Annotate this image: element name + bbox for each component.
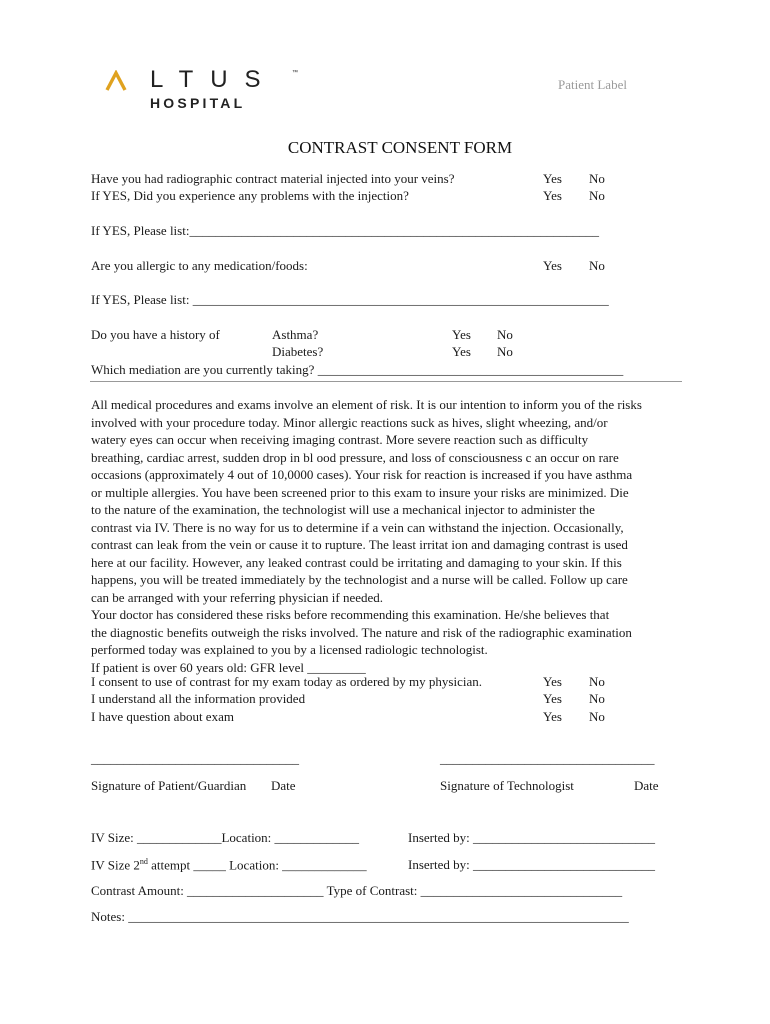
problems-list-field[interactable]: If YES, Please list:_______________________________________________________________	[91, 223, 599, 238]
technologist-signature-line[interactable]: _________________________________	[440, 751, 655, 766]
logo-wordmark: LTUS	[150, 66, 278, 93]
logo-subtitle: HOSPITAL	[150, 95, 246, 111]
section-divider	[90, 381, 682, 382]
question-injection-problems: If YES, Did you experience any problems with the injection?	[91, 188, 409, 203]
consent-statement-use: I consent to use of contrast for my exam today as ordered by my physician.	[91, 674, 482, 689]
patient-signature-line[interactable]: ________________________________	[91, 751, 299, 766]
iv-size-field[interactable]: IV Size: _____________Location: _____________	[91, 830, 360, 845]
yes-option[interactable]: Yes	[452, 327, 471, 342]
yes-option[interactable]: Yes	[543, 171, 562, 186]
yes-option[interactable]: Yes	[543, 709, 562, 724]
yes-option[interactable]: Yes	[543, 674, 562, 689]
logo-trademark: ™	[292, 70, 298, 76]
yes-option[interactable]: Yes	[543, 691, 562, 706]
no-option[interactable]: No	[497, 344, 513, 359]
inserted-by-field-second[interactable]: Inserted by: ____________________________	[408, 857, 655, 872]
patient-label: Patient Label	[558, 77, 627, 92]
history-diabetes-label: Diabetes?	[272, 344, 324, 359]
technologist-signature-label: Signature of Technologist	[440, 778, 574, 793]
iv-size-2-label: IV Size 2	[91, 857, 140, 873]
no-option[interactable]: No	[589, 691, 605, 706]
iv-attempt-location: attempt _____ Location: _____________	[147, 857, 367, 873]
yes-option[interactable]: Yes	[543, 258, 562, 273]
no-option[interactable]: No	[589, 674, 605, 689]
history-asthma-label: Asthma?	[272, 327, 319, 342]
no-option[interactable]: No	[589, 171, 605, 186]
consent-statement-questions: I have question about exam	[91, 709, 234, 724]
yes-option[interactable]: Yes	[543, 188, 562, 203]
question-allergies: Are you allergic to any medication/foods:	[91, 258, 308, 273]
iv-size-second-attempt-field[interactable]	[91, 857, 367, 873]
allergies-list-field[interactable]: If YES, Please list: ________________________________________________________________	[91, 292, 609, 307]
page-title: CONTRAST CONSENT FORM	[287, 138, 513, 157]
inserted-by-field[interactable]: Inserted by: ____________________________	[408, 830, 655, 845]
risk-disclosure-text: All medical procedures and exams involve an element of risk. It is our intention to inform you of the risks involved with your procedure today. Minor allergic reactions suck as hives, slight wheezing, and/or watery eyes can occur when receiving imaging contrast. More severe reaction such as difficulty breathing, cardiac arrest, sudden drop in bl ood pressure, and loss of consciousness c an occur on rare occasions (approximately 4 out of 10,0000 cases). Your risk for reaction is increased if you have asthma or multiple allergies. You have been screened prior to this exam to insure your risks are minimized. Die to the nature of the examination, the technologist will use a mechanical injector to administer the contrast via IV. There is no way for us to determine if a vein can withstand the injection. Occasionally, contrast can leak from the vein or cause it to rupture. The least irritat ion and damaging contrast is used here at our facility. However, any leaked contrast could be irritating and damaging to your skin. If this happens, you will be treated immediately by the technologist and a nurse will be called. Follow up care can be arranged with your referring physician if needed. Your doctor has considered these risks before recommending this examination. He/she believes that the diagnostic benefits outweigh the risks involved. The nature and risk of the radiographic examination performed today was explained to you by a licensed radiologic technologist. If patient is over 60 years old: GFR level _________	[91, 397, 642, 675]
no-option[interactable]: No	[497, 327, 513, 342]
ordinal-suffix: nd	[139, 857, 148, 866]
no-option[interactable]: No	[589, 188, 605, 203]
no-option[interactable]: No	[589, 258, 605, 273]
no-option[interactable]: No	[589, 709, 605, 724]
technologist-date-label: Date	[634, 778, 659, 793]
yes-option[interactable]: Yes	[452, 344, 471, 359]
patient-signature-label: Signature of Patient/Guardian	[91, 778, 247, 793]
patient-date-label: Date	[271, 778, 296, 793]
logo-chevron-icon	[105, 70, 127, 92]
question-prior-contrast: Have you had radiographic contract material injected into your veins?	[91, 171, 455, 186]
contrast-amount-field[interactable]: Contrast Amount: _____________________ Type of Contrast: _______________________________	[91, 883, 623, 898]
consent-statement-understand: I understand all the information provided	[91, 691, 306, 706]
question-history: Do you have a history of	[91, 327, 220, 342]
notes-field[interactable]: Notes: _____________________________________________________________________________	[91, 909, 629, 924]
medication-field[interactable]: Which mediation are you currently taking? _______________________________________________	[91, 362, 624, 377]
